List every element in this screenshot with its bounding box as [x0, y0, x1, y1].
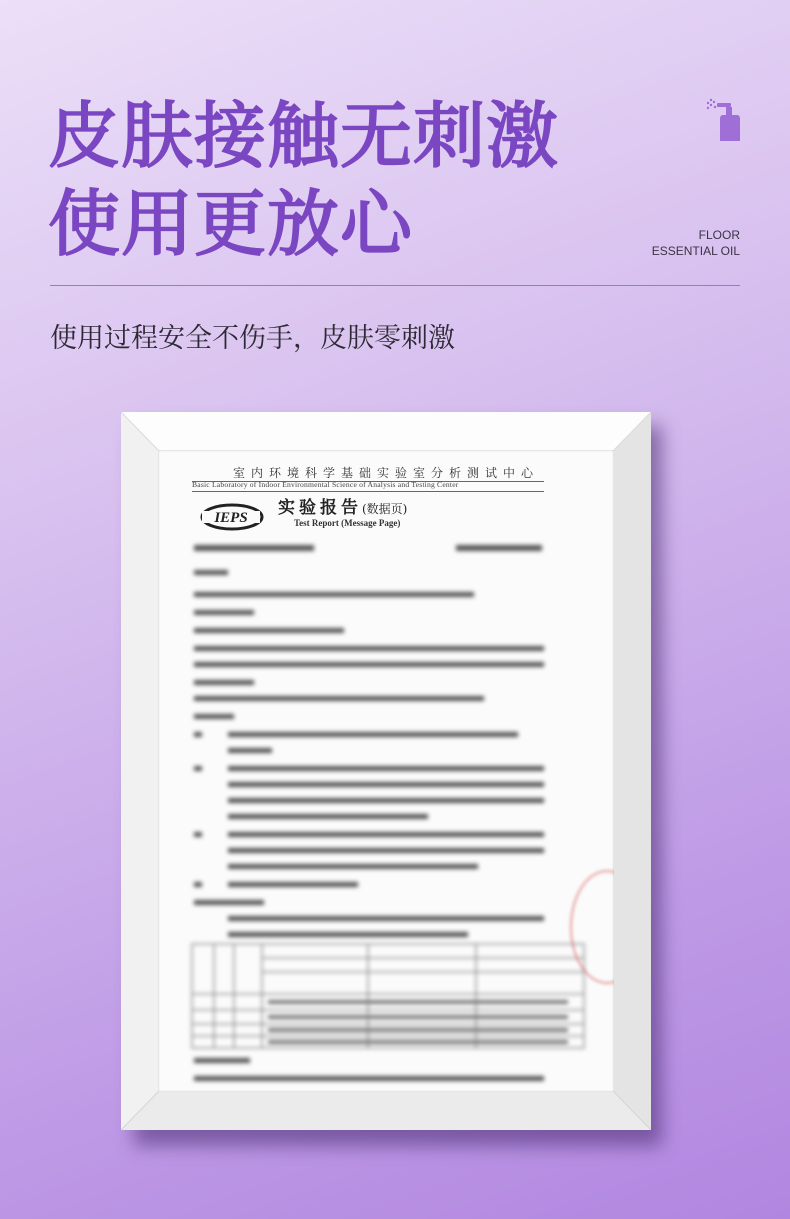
brand-line-2: ESSENTIAL OIL: [651, 244, 740, 258]
report-title-main: 实验报告: [278, 498, 362, 518]
picture-frame: [121, 412, 651, 1130]
test-report-document: [158, 450, 614, 1092]
headline-line-1: 皮肤接触无刺激: [48, 94, 560, 178]
brand-line-1: FLOOR: [698, 228, 740, 242]
logo-text: IEPS: [214, 510, 248, 526]
blurred-report-body: [158, 450, 614, 1092]
divider: [50, 285, 740, 286]
report-title-suffix: (数据页): [362, 502, 408, 516]
report-title-en: Test Report (Message Page): [294, 518, 401, 528]
lab-name-cn: 室内环境科学基础实验室分析测试中心: [232, 466, 539, 480]
subtitle: 使用过程安全不伤手，皮肤零刺激: [50, 323, 455, 354]
spray-bottle-icon: [706, 97, 742, 143]
brand-label: [652, 227, 740, 259]
headline-line-2: 使用更放心: [48, 182, 414, 266]
lab-name-en: Basic Laboratory of Indoor Environmental Science of Analysis and Testing Center: [192, 480, 459, 489]
